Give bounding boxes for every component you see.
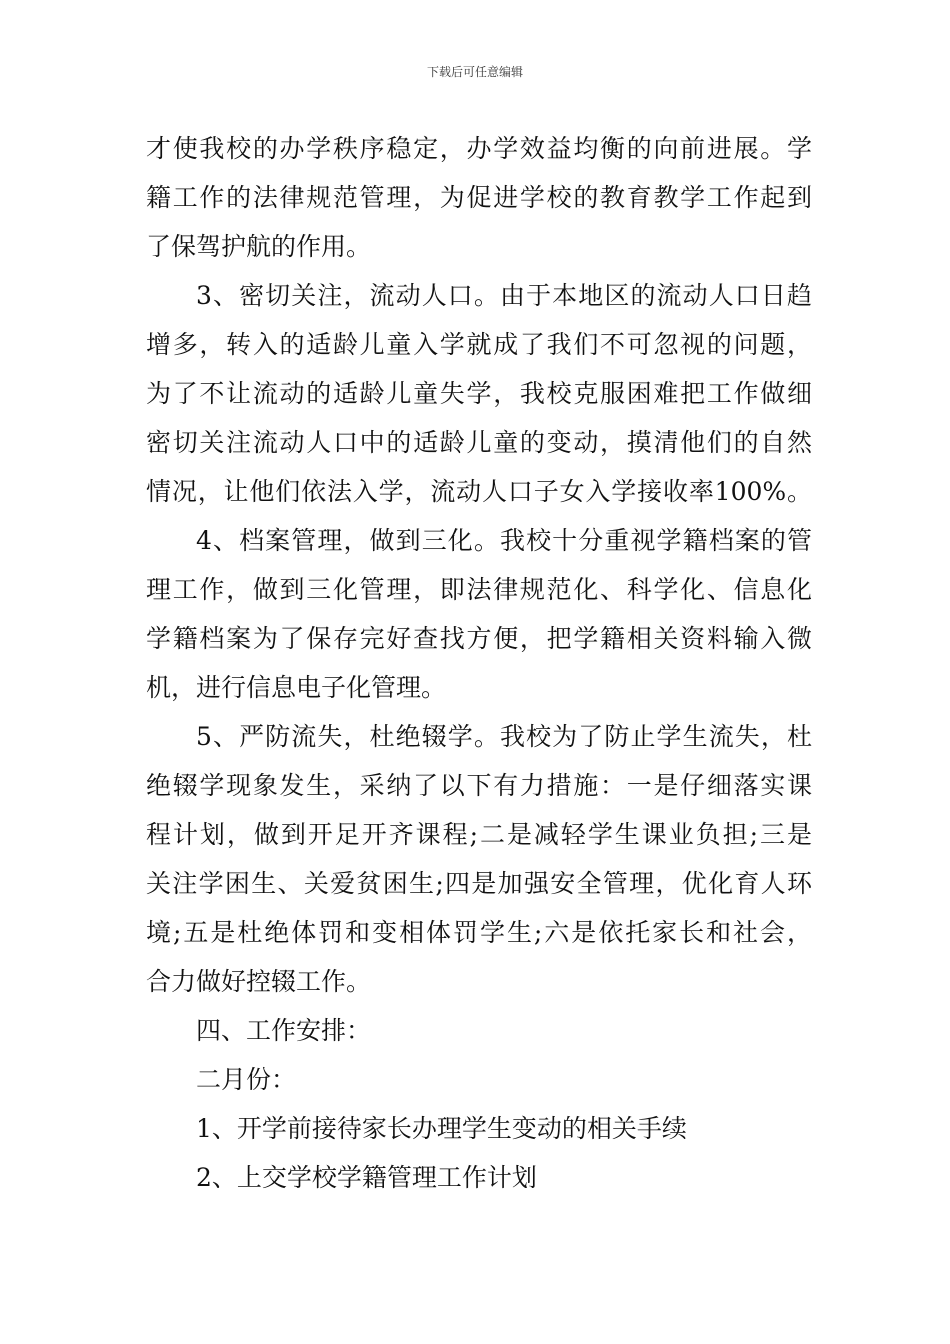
text-line: 学籍档案为了保存完好查找方便，把学籍相关资料输入微 — [146, 624, 812, 653]
text-line: 程计划，做到开足开齐课程;二是减轻学生课业负担;三是 — [146, 820, 812, 849]
text-line: 籍工作的法律规范管理，为促进学校的教育教学工作起到 — [146, 183, 812, 212]
text-line: 了保驾护航的作用。 — [146, 232, 372, 261]
month-heading: 二月份： — [196, 1065, 297, 1094]
text-line: 密切关注流动人口中的适龄儿童的变动，摸清他们的自然 — [146, 428, 812, 457]
text-line: 4、档案管理，做到三化。我校十分重视学籍档案的管 — [196, 526, 812, 555]
text-line: 绝辍学现象发生，采纳了以下有力措施：一是仔细落实课 — [146, 771, 812, 800]
text-line: 3、密切关注，流动人口。由于本地区的流动人口日趋 — [196, 281, 812, 310]
text-line: 机，进行信息电子化管理。 — [146, 673, 447, 702]
text-line: 境;五是杜绝体罚和变相体罚学生;六是依托家长和社会， — [146, 918, 812, 947]
text-line: 5、严防流失，杜绝辍学。我校为了防止学生流失，杜 — [196, 722, 812, 751]
text-line: 合力做好控辍工作。 — [146, 967, 372, 996]
list-item: 1、开学前接待家长办理学生变动的相关手续 — [196, 1114, 687, 1143]
text-line: 情况，让他们依法入学，流动人口子女入学接收率100%。 — [146, 477, 812, 506]
text-line: 增多，转入的适龄儿童入学就成了我们不可忽视的问题， — [146, 330, 812, 359]
text-line: 关注学困生、关爱贫困生;四是加强安全管理，优化育人环 — [146, 869, 812, 898]
text-line: 才使我校的办学秩序稳定，办学效益均衡的向前进展。学 — [146, 134, 812, 163]
section-heading: 四、工作安排： — [196, 1016, 372, 1045]
page-header: 下载后可任意编辑 — [426, 65, 523, 79]
body-text — [146, 124, 812, 1202]
text-line: 理工作，做到三化管理，即法律规范化、科学化、信息化 — [146, 575, 812, 604]
text-line: 为了不让流动的适龄儿童失学，我校克服困难把工作做细 — [146, 379, 812, 408]
list-item: 2、上交学校学籍管理工作计划 — [196, 1163, 537, 1192]
